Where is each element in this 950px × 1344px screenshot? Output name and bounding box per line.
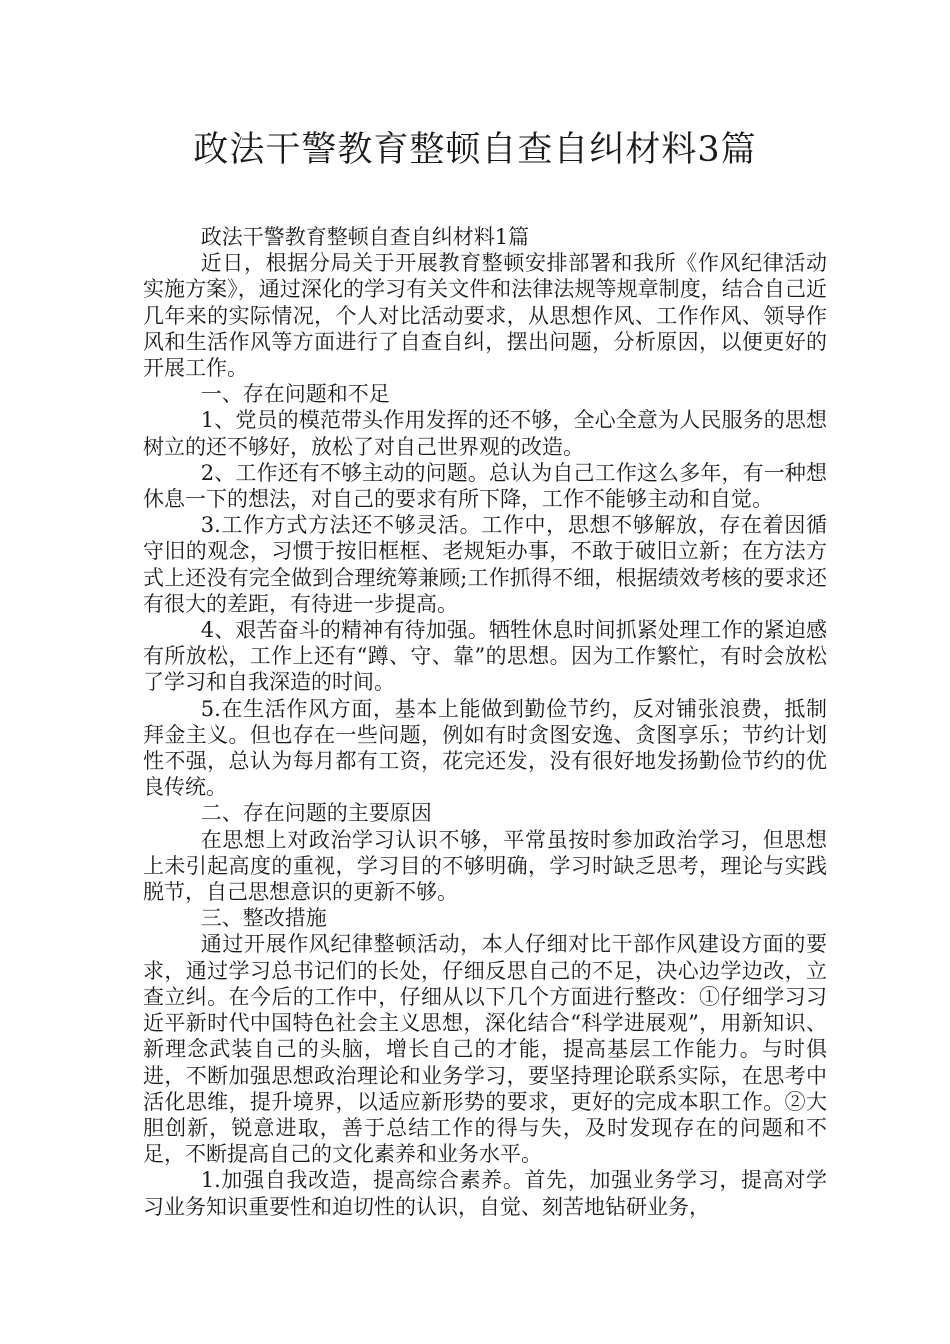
- paragraph: 3.工作方式方法还不够灵活。工作中，思想不够解放，存在着因循守旧的观念，习惯于按旧框框、老规矩办事，不敢于破旧立新；在方法方式上还没有完全做到合理统筹兼顾;工作抓得不细，根据绩效考核的要求还有很大的差距，有待进一步提高。: [143, 513, 827, 616]
- paragraph: 4、艰苦奋斗的精神有待加强。牺牲休息时间抓紧处理工作的紧迫感有所放松，工作上还有“蹲、守、靠”的思想。因为工作繁忙，有时会放松了学习和自我深造的时间。: [143, 618, 827, 695]
- section-heading: 三、整改措施: [200, 906, 327, 931]
- paragraph: 近日，根据分局关于开展教育整顿安排部署和我所《作风纪律活动实施方案》，通过深化的学习有关文件和法律法规等规章制度，结合自己近几年来的实际情况，个人对比活动要求，从思想作风、工作作风、领导作风和生活作风等方面进行了自查自纠，摆出问题，分析原因，以便更好的开展工作。: [143, 251, 827, 381]
- paragraph: 通过开展作风纪律整顿活动，本人仔细对比干部作风建设方面的要求，通过学习总书记们的长处，仔细反思自己的不足，决心边学边改，立查立纠。在今后的工作中，仔细从以下几个方面进行整改：①仔细学习习近平新时代中国特色社会主义思想，深化结合“科学进展观”，用新知识、新理念武装自己的头脑，增长自己的才能，提高基层工作能力。与时俱进，不断加强思想政治理论和业务学习，要坚持理论联系实际，在思考中活化思维，提升境界，以适应新形势的要求，更好的完成本职工作。②大胆创新，锐意进取，善于总结工作的得与失，及时发现存在的问题和不足，不断提高自己的文化素养和业务水平。: [143, 932, 827, 1167]
- paragraph: 1.加强自我改造，提高综合素养。首先，加强业务学习，提高对学习业务知识重要性和迫切性的认识，自觉、刻苦地钻研业务，: [143, 1168, 827, 1219]
- document-body: [143, 224, 827, 1220]
- section-heading: 政法干警教育整顿自查自纠材料1篇: [200, 225, 530, 249]
- paragraph: 在思想上对政治学习认识不够，平常虽按时参加政治学习，但思想上未引起高度的重视，学习目的不够明确，学习时缺乏思考，理论与实践脱节，自己思想意识的更新不够。: [143, 827, 827, 905]
- section-heading: 二、存在问题的主要原因: [200, 801, 432, 826]
- section-heading: 一、存在问题和不足: [200, 382, 390, 407]
- paragraph: 1、党员的模范带头作用发挥的还不够，全心全意为人民服务的思想树立的还不够好，放松了对自己世界观的改造。: [143, 408, 827, 459]
- paragraph: 2、工作还有不够主动的问题。总认为自己工作这么多年，有一种想休息一下的想法，对自己的要求有所下降，工作不能够主动和自觉。: [143, 460, 827, 512]
- paragraph: 5.在生活作风方面，基本上能做到勤俭节约，反对铺张浪费，抵制拜金主义。但也存在一些问题，例如有时贪图安逸、贪图享乐；节约计划性不强，总认为每月都有工资，花完还发，没有很好地发扬勤俭节约的优良传统。: [143, 696, 827, 800]
- document-title: 政法干警教育整顿自查自纠材料3篇: [193, 130, 757, 170]
